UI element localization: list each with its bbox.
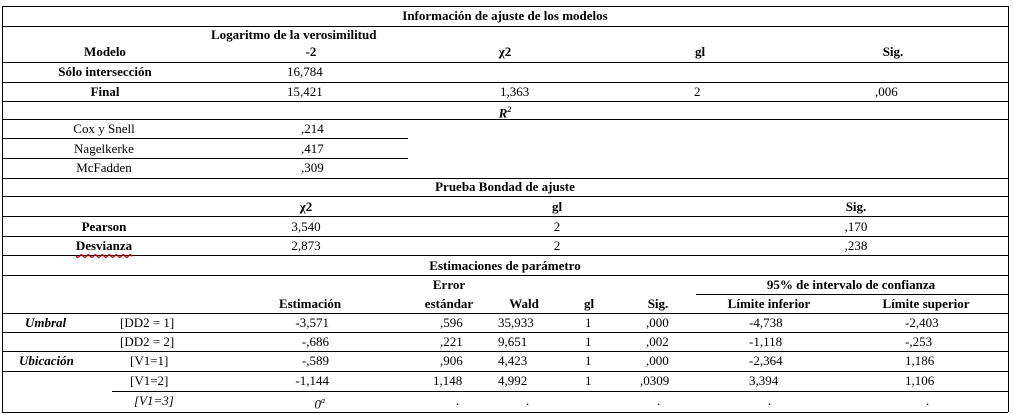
est-row-se: ,906 — [440, 353, 463, 368]
gof-row-gl: 2 — [553, 219, 561, 234]
est-col-gl: gl — [583, 296, 595, 311]
est-col-upper: Límite superior — [882, 296, 970, 311]
r2-row-name: Cox y Snell — [73, 121, 135, 136]
fit-col-loglik-1: Logaritmo de la verosimilitud — [211, 27, 377, 42]
est-row-estimate: -3,571 — [295, 315, 329, 330]
gof-row-name: Pearson — [81, 219, 127, 234]
gof-col-gl: gl — [551, 199, 563, 214]
est-group-umbral: Umbral — [25, 315, 67, 330]
est-row-lower: -1,118 — [749, 334, 783, 349]
est-row-estimate-value: 0 — [314, 396, 321, 412]
est-row-wald: 9,651 — [498, 334, 528, 349]
gof-row-sig: ,170 — [844, 219, 868, 234]
est-col-se-1: Error — [432, 277, 466, 292]
est-row-upper: . — [926, 393, 930, 408]
gof-row-name: Desvianza — [75, 238, 133, 253]
est-row-se: ,221 — [440, 334, 463, 349]
fit-row-loglik: 15,421 — [287, 84, 323, 99]
est-row-wald: 35,933 — [498, 315, 534, 330]
r2-row-name: McFadden — [76, 160, 132, 175]
est-row-sig: ,000 — [646, 315, 669, 330]
fit-row-sig: ,006 — [875, 84, 898, 99]
gof-row-divider — [2, 236, 1008, 237]
est-col-estimate: Estimación — [278, 296, 342, 311]
est-row-wald: . — [526, 393, 530, 408]
r2-row-value: ,417 — [301, 141, 324, 156]
est-row-gl: 1 — [585, 334, 592, 349]
est-row-param: [V1=3] — [134, 393, 174, 408]
est-row-lower: 3,394 — [749, 373, 779, 388]
est-row-se: ,596 — [440, 315, 463, 330]
est-row-sig: ,0309 — [640, 373, 670, 388]
est-row-upper: -,253 — [905, 334, 933, 349]
ci-header: 95% de intervalo de confianza — [766, 277, 936, 292]
gof-row-chi: 2,873 — [291, 238, 321, 253]
est-row-estimate-sup: a — [321, 396, 325, 405]
ci-header-underline — [696, 294, 1008, 295]
gof-header-divider — [2, 216, 1008, 217]
est-row-param: [V1=1] — [130, 353, 169, 368]
est-row-lower: -4,738 — [749, 315, 783, 330]
fit-col-chi: χ2 — [498, 44, 512, 59]
gof-col-sig: Sig. — [845, 199, 867, 214]
gof-row-chi: 3,540 — [291, 219, 321, 234]
est-group-ubicacion: Ubicación — [19, 353, 74, 368]
est-col-lower: Límite inferior — [727, 296, 811, 311]
gof-col-chi: χ2 — [299, 199, 313, 214]
est-row-lower: . — [768, 393, 772, 408]
est-row-gl: 1 — [585, 353, 592, 368]
est-row-sig: ,002 — [646, 334, 669, 349]
r2-title — [499, 102, 512, 121]
r2-row-divider-1 — [2, 138, 408, 139]
est-row-estimate: -1,144 — [295, 373, 329, 388]
fit-row-model: Sólo intersección — [58, 64, 152, 79]
est-row-upper: 1,186 — [905, 353, 935, 368]
est-row-divider-4 — [112, 391, 1008, 392]
est-row-param: [DD2 = 2] — [120, 334, 175, 349]
r2-row-value: ,309 — [301, 160, 324, 175]
fit-col-loglik-2: -2 — [305, 44, 317, 59]
est-row-divider-3 — [2, 371, 1008, 372]
fit-col-model: Modelo — [84, 44, 126, 59]
est-row-gl: 1 — [585, 373, 592, 388]
est-row-upper: 1,106 — [905, 373, 935, 388]
table-right-border — [1008, 6, 1009, 412]
est-col-sig: Sig. — [647, 296, 669, 311]
fit-row-chi: 1,363 — [500, 84, 530, 99]
table-bottom-border — [2, 412, 1008, 413]
r2-title-sup: 2 — [507, 105, 512, 114]
est-row-sig: ,000 — [646, 353, 669, 368]
r2-row-name: Nagelkerke — [74, 141, 134, 156]
est-header-divider — [2, 313, 1008, 314]
est-row-estimate — [315, 393, 326, 412]
est-title-divider — [2, 275, 1008, 276]
est-row-sig: . — [657, 393, 661, 408]
fit-col-sig: Sig. — [882, 44, 904, 59]
fit-row-loglik: 16,784 — [287, 64, 323, 79]
fit-header-divider — [2, 62, 1008, 63]
table-top-border — [2, 6, 1008, 7]
est-title: Estimaciones de parámetro — [429, 258, 581, 273]
fit-col-gl: gl — [694, 44, 706, 59]
r2-row-divider-2 — [2, 158, 408, 159]
est-row-se: 1,148 — [433, 373, 463, 388]
est-row-estimate: -,589 — [301, 353, 329, 368]
fit-title-divider — [2, 26, 1008, 27]
est-row-param: [V1=2] — [130, 373, 169, 388]
est-row-gl: 1 — [585, 315, 592, 330]
est-row-estimate: -,686 — [301, 334, 329, 349]
est-row-lower: -2,364 — [749, 353, 783, 368]
est-row-wald: 4,992 — [498, 373, 528, 388]
gof-row-gl: 2 — [553, 238, 561, 253]
gof-bottom-divider — [2, 255, 1008, 256]
fit-title: Información de ajuste de los modelos — [402, 8, 608, 23]
est-col-wald: Wald — [509, 296, 539, 311]
est-col-se-2: estándar — [424, 296, 474, 311]
gof-title-divider — [2, 196, 1008, 197]
est-row-param: [DD2 = 1] — [120, 315, 175, 330]
r2-row-value: ,214 — [301, 121, 324, 136]
est-row-se: . — [456, 393, 460, 408]
fit-row-divider — [2, 82, 1008, 83]
est-row-upper: -2,403 — [905, 315, 939, 330]
gof-row-sig: ,238 — [844, 238, 868, 253]
fit-row-gl: 2 — [694, 84, 701, 99]
fit-row-model: Final — [90, 84, 120, 99]
gof-title: Prueba Bondad de ajuste — [435, 179, 575, 194]
est-row-wald: 4,423 — [498, 353, 528, 368]
est-row-divider-1 — [2, 332, 1008, 333]
r2-title-text: R — [498, 105, 508, 121]
est-row-divider-2 — [2, 351, 1008, 352]
